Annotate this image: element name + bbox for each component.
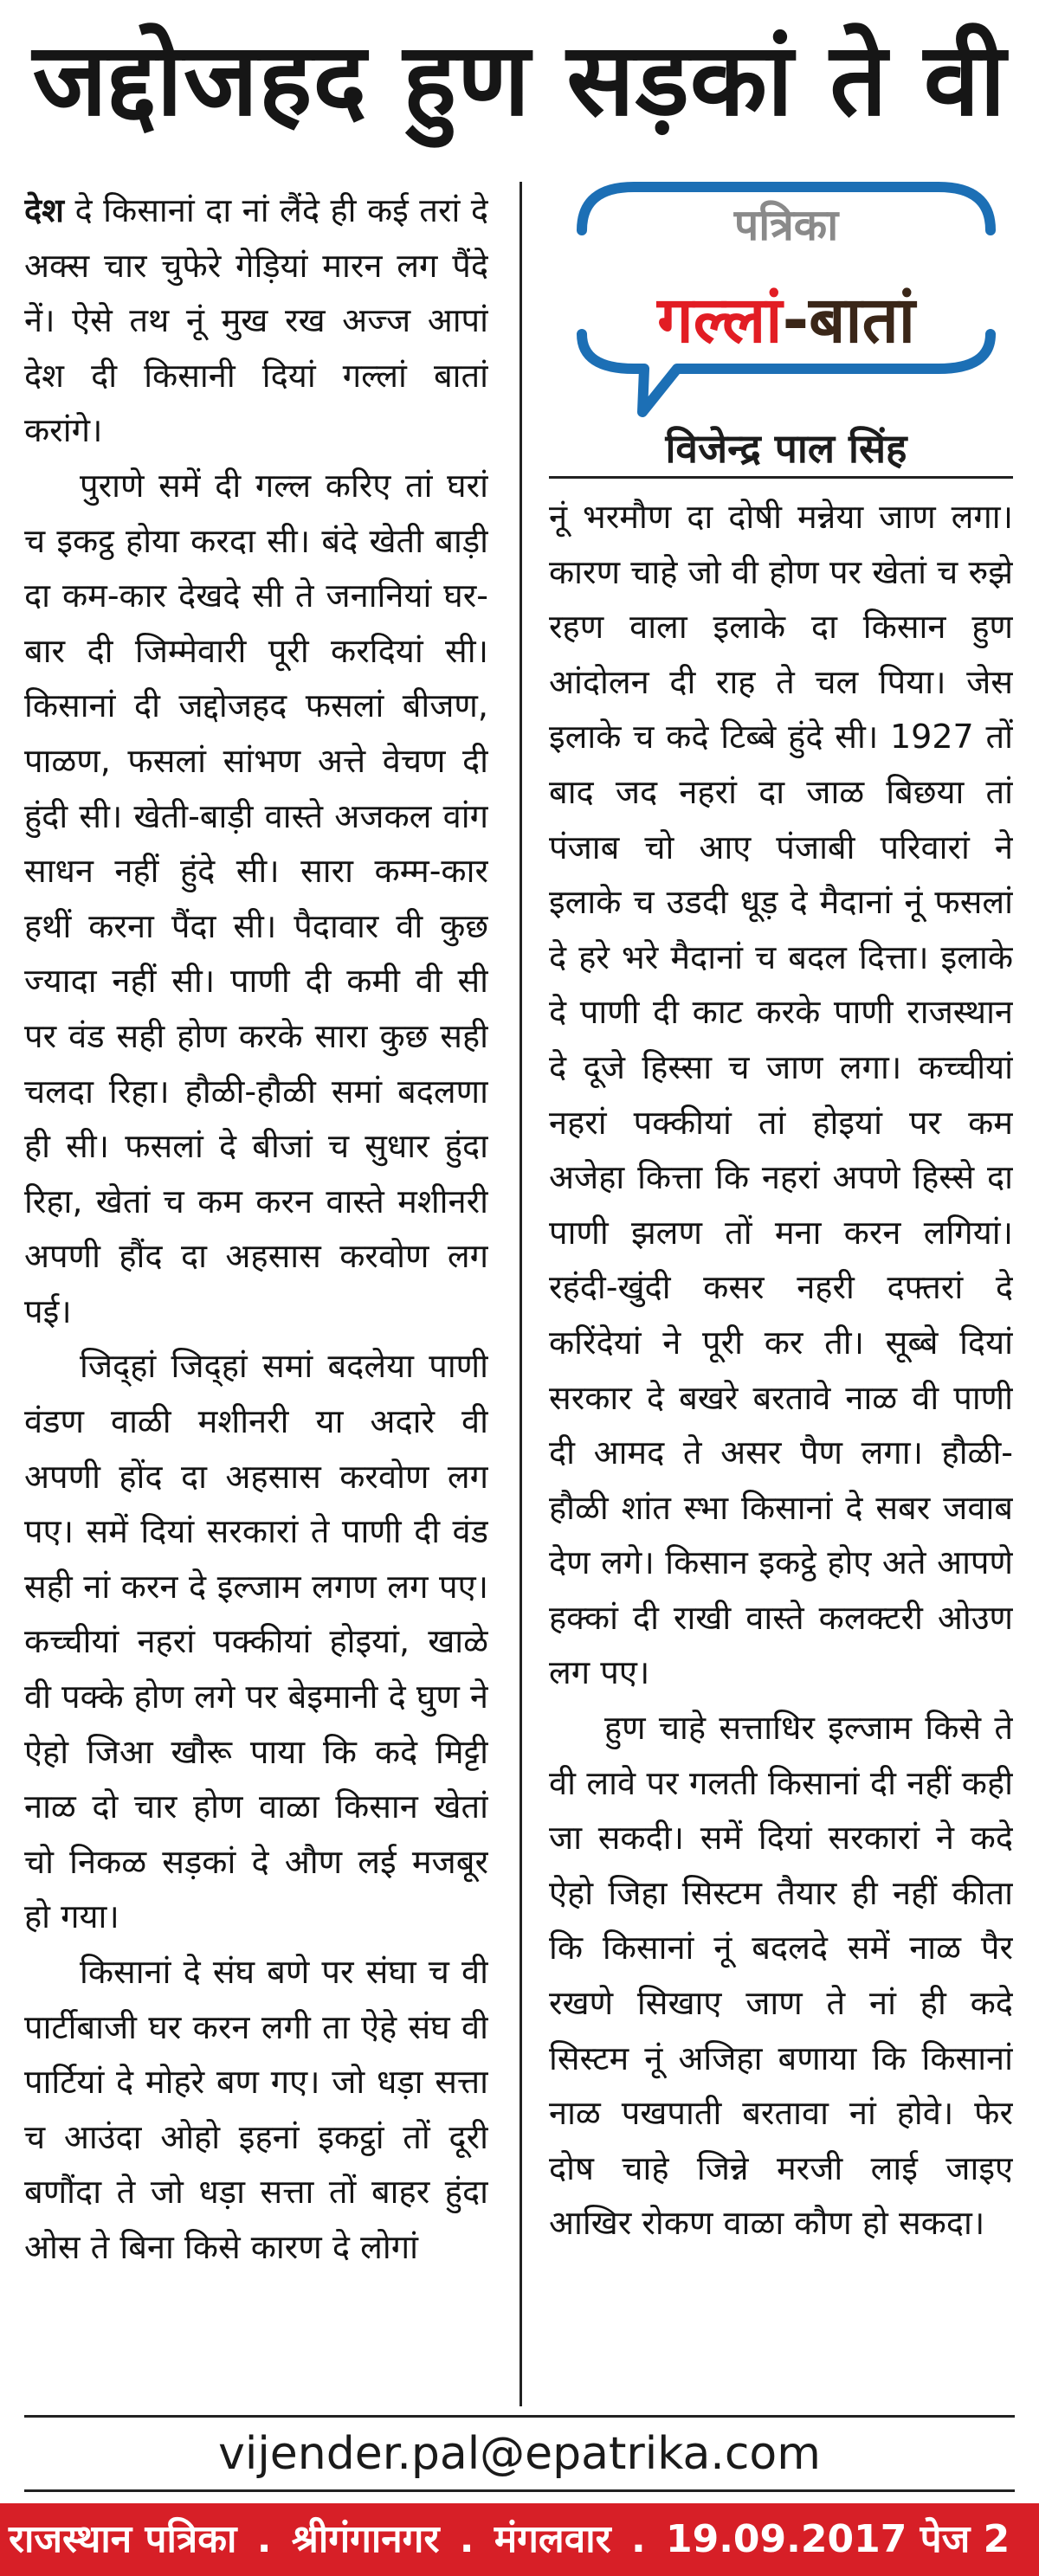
- paragraph-1-text: दे किसानां दा नां लैंदे ही कई तरां दे अक्स चार चुफेरे गेड़ियां मारन लग पैंदे नें। ऐसे तथ नूं मुख रख अज्ज आपां देश दी किसानी दियां गल्लां बातां करांगे।: [24, 191, 488, 450]
- footer-paper: राजस्थान पत्रिका: [9, 2517, 237, 2561]
- article-paragraph-1: [24, 184, 488, 459]
- footer-separator: .: [630, 2517, 646, 2561]
- article-paragraph-4: किसानां दे संघ बणे पर संघा च वी पार्टीबाजी घर करन लगी ता ऐहे संघ वी पार्टियां दे मोहरे बण गए। जो धड़ा सत्ता च आउंदा ओहो इहनां इकट्ठां तों दूरी बणौंदा ते जो धड़ा सत्ता तों बाहर हुंदा ओस ते बिना किसे कारण दे लोगां: [24, 1953, 488, 2266]
- logo-title-bottom: [547, 274, 1025, 361]
- logo-title-top: पत्रिका: [733, 200, 839, 250]
- headline: जद्दोजहद हुण सड़कां ते वी: [32, 22, 1007, 138]
- article-paragraph-3: जिद्हां जिद्हां समां बदलेया पाणी वंडण वाळी मशीनरी या अदारे वी अपणी होंद दा अहसास करवोण लग पए। समें दियां सरकारां ते पाणी दी वंड सही नां करन दे इल्जाम लगण लग पए। कच्चीयां नहरां पक्कीयां होइयां, खाळे वी पक्के होण लगे पर बेइमानी दे घुण ने ऐहो जिआ खौरू पाया कि कदे मिट्टी नाळ दो चार होण वाळा किसान खेतां चो निकळ सड़कां दे औण लई मजबूर हो गया।: [24, 1347, 488, 1936]
- author-email: vijender.pal@epatrika.com: [218, 2428, 821, 2480]
- byline: विजेन्द्र पाल सिंह: [665, 425, 907, 472]
- footer-city: श्रीगंगानगर: [291, 2517, 440, 2561]
- logo-hyphen: -: [782, 283, 810, 357]
- article-column-left: [24, 184, 488, 2408]
- column-divider: [520, 182, 522, 2406]
- footer-bar: [0, 2503, 1039, 2576]
- column-logo: [547, 170, 1025, 421]
- article-column-right: [549, 490, 1013, 2407]
- footer-date: 19.09.2017: [665, 2517, 907, 2561]
- logo-word-1: गल्लां: [657, 283, 783, 357]
- lead-word: देश: [24, 191, 65, 229]
- footer-day: मंगलवार: [494, 2517, 611, 2561]
- logo-word-2: बातां: [809, 283, 915, 357]
- article-paragraph-6: हुण चाहे सत्ताधिर इल्जाम किसे ते वी लावे पर गलती किसानां दी नहीं कही जा सकदी। समें दियां सरकारां ने कदे ऐहो जिहा सिस्टम तैयार ही नहीं कीता कि किसानां नूं बदलदे समें नाळ पैर रखणे सिखाए जाण ते नां ही कदे सिस्टम नूं अजिहा बणाया कि किसानां नाळ पखपाती बरतावा नां होवे। फेर दोष चाहे जिन्ने मरजी लाई जाइए आखिर रोकण वाळा कौण हो सकदा।: [549, 1709, 1013, 2243]
- email-divider: [24, 2489, 1015, 2492]
- footer-separator: .: [256, 2517, 272, 2561]
- footer-page: पेज 2: [920, 2517, 1010, 2561]
- article-paragraph-5: नूं भरमौण दा दोषी मन्नेया जाण लगा। कारण चाहे जो वी होण पर खेतां च रुझे रहण वाला इलाके दा किसान हुण आंदोलन दी राह ते चल पिया। जेस इलाके च कदे टिब्बे हुंदे सी। 1927 तों बाद जद नहरां दा जाळ बिछया तां पंजाब चो आए पंजाबी परिवारां ने इलाके च उडदी धूड़ दे मैदानां नूं फसलां दे हरे भरे मैदानां च बदल दित्ता। इलाके दे पाणी दी काट करके पाणी राजस्थान दे दूजे हिस्सा च जाण लगा। कच्चीयां नहरां पक्कीयां तां होइयां पर कम अजेहा कित्ता कि नहरां अपणे हिस्से दा पाणी झलण तों मना करन लगियां। रहंदी-खुंदी कसर नहरी दफ्तरां दे करिंदेयां ने पूरी कर ती। सूब्बे दियां सरकार दे बखरे बरतावे नाळ वी पाणी दी आमद ते असर पैण लगा। हौळी-हौळी शांत स्भा किसानां दे सबर जवाब देण लगे। किसान इकट्ठे होए अते आपणे हक्कां दी राखी वास्ते कलक्टरी ओउण लग पए।: [549, 498, 1013, 1692]
- article-paragraph-2: पुराणे समें दी गल्ल करिए तां घरां च इकट्ठ होया करदा सी। बंदे खेती बाड़ी दा कम-कार देखदे सी ते जनानियां घर-बार दी जिम्मेवारी पूरी करदियां सी। किसानां दी जद्दोजहद फसलां बीजण, पाळण, फसलां सांभण अत्ते वेचण दी हुंदी सी। खेती-बाड़ी वास्ते अजकल वांग साधन नहीं हुंदे सी। सारा कम्म-कार हथीं करना पैंदा सी। पैदावार वी कुछ ज्यादा नहीं सी। पाणी दी कमी वी सी पर वंड सही होण करके सारा कुछ सही चलदा रिहा। हौळी-हौळी समां बदलणा ही सी। फसलां दे बीजां च सुधार हुंदा रिहा, खेतां च कम करन वास्ते मशीनरी अपणी हौंद दा अहसास करवोण लग पई।: [24, 466, 488, 1330]
- bottom-divider: [24, 2415, 1015, 2418]
- footer-separator: .: [459, 2517, 474, 2561]
- byline-divider: [549, 476, 1013, 479]
